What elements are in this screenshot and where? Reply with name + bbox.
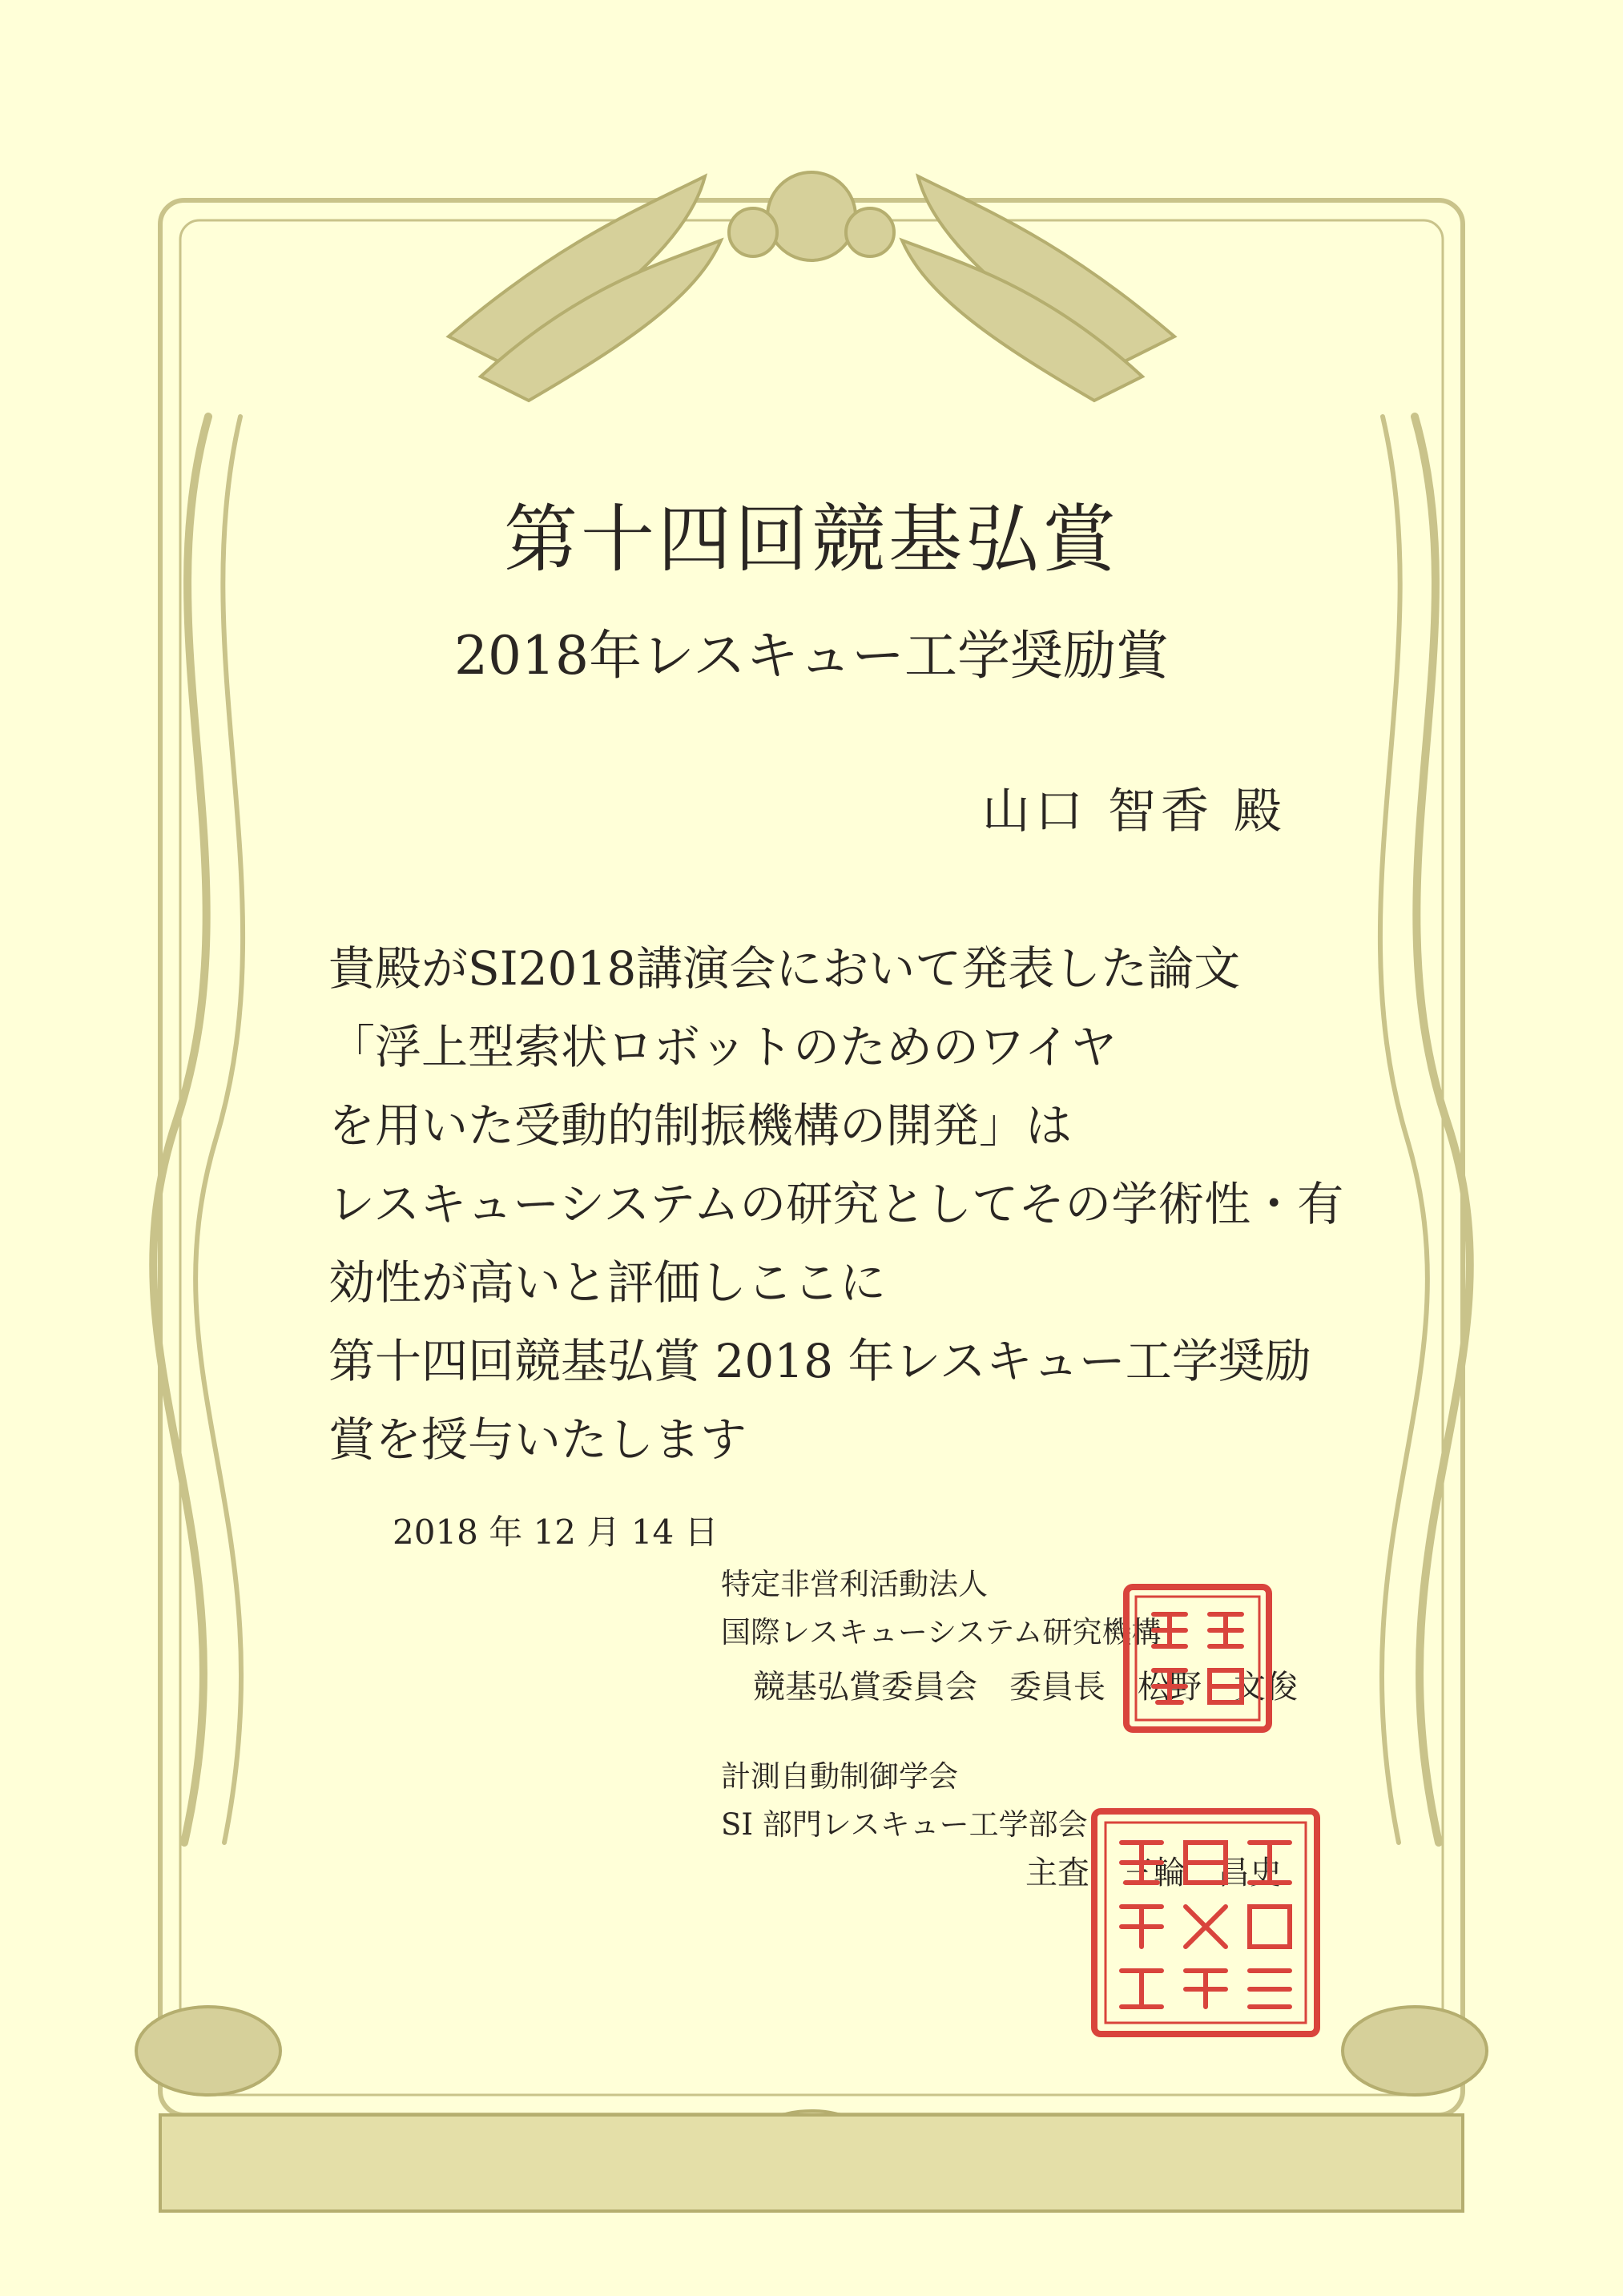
issuer2-division: SI 部門レスキュー工学部会 [721, 1807, 1088, 1842]
issuer2-signatory: 主査 三輪 昌史 [1025, 1855, 1282, 1891]
citation-line: 「浮上型索状ロボットのためのワイヤ [328, 1020, 1118, 1074]
official-seal-1 [1122, 1582, 1274, 1734]
citation-line: 貴殿がSI2018講演会において発表した論文 [328, 941, 1241, 996]
issuer1-signatory: 競基弘賞委員会 委員長 松野 文俊 [753, 1669, 1298, 1706]
citation-line: レスキューシステムの研究としてその学術性・有 [328, 1177, 1344, 1231]
issuer1-type: 特定非営利活動法人 [721, 1567, 988, 1601]
official-seal-2 [1089, 1807, 1322, 2039]
award-date: 2018 年 12 月 14 日 [393, 1513, 719, 1552]
recipient-name: 山口 智香 殿 [981, 783, 1287, 840]
citation-line: 第十四回競基弘賞 2018 年レスキュー工学奨励 [328, 1334, 1311, 1388]
citation-line: 効性が高いと評価しここに [328, 1255, 887, 1310]
citation-line: を用いた受動的制振機構の開発」は [328, 1098, 1073, 1153]
citation-body [328, 929, 1343, 1479]
award-title: 第十四回競基弘賞 [503, 497, 1119, 582]
award-subtitle: 2018年レスキュー工学奨励賞 [454, 625, 1169, 687]
issuer1-organization: 国際レスキューシステム研究機構 [721, 1615, 1162, 1649]
citation-line: 賞を授与いたします [328, 1412, 747, 1467]
issuer2-organization: 計測自動制御学会 [721, 1759, 958, 1794]
